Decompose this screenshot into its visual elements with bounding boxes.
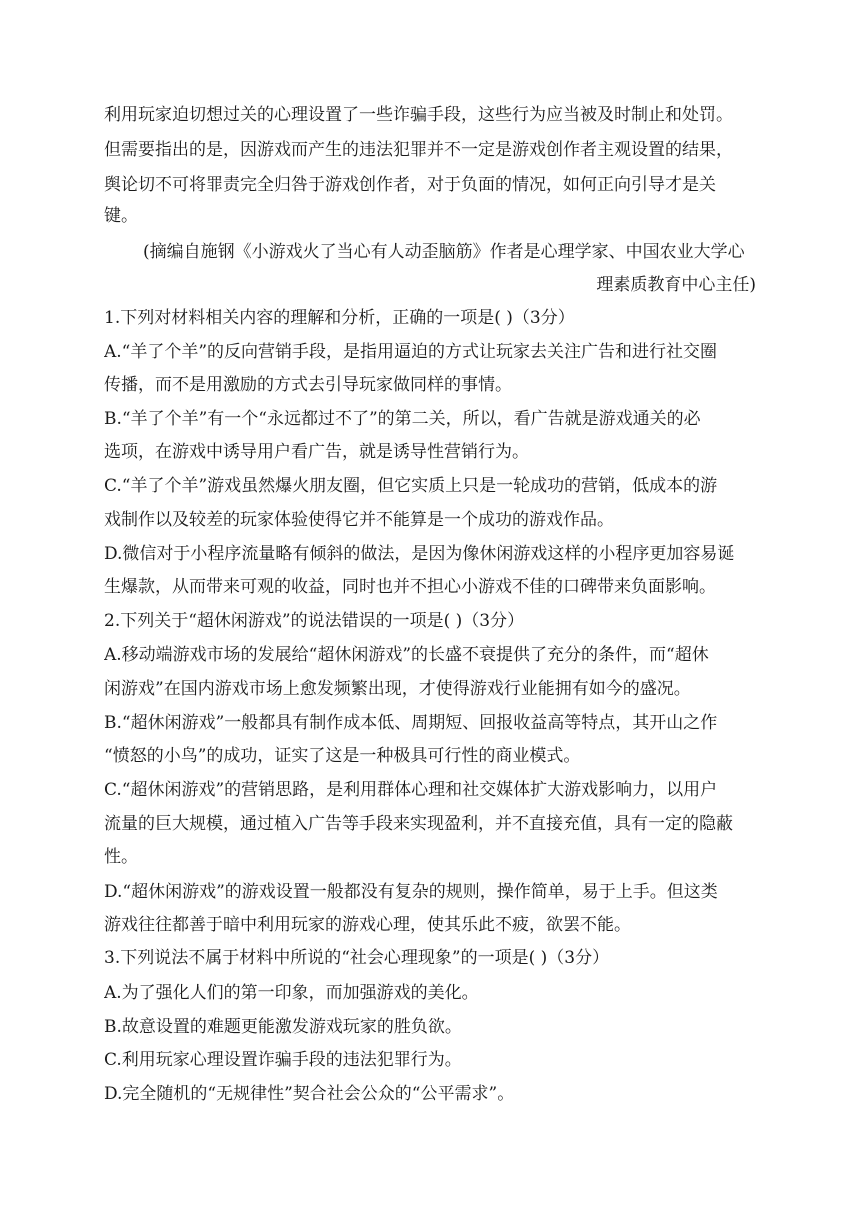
- question-1-option-c-cont: 戏制作以及较差的玩家体验使得它并不能算是一个成功的游戏作品。: [104, 510, 614, 530]
- question-3-stem: 3.下列说法不属于材料中所说的“社会心理现象”的一项是( )（3分）: [104, 948, 610, 968]
- question-1-option-a: A.“羊了个羊”的反向营销手段，是指用逼迫的方式让玩家去关注广告和进行社交圈: [104, 342, 718, 362]
- question-2-option-c-cont: 流量的巨大规模，通过植入广告等手段来实现盈利，并不直接充值，具有一定的隐蔽: [104, 814, 733, 834]
- question-2-option-c: C.“超休闲游戏”的营销思路，是利用群体心理和社交媒体扩大游戏影响力，以用户: [104, 780, 718, 800]
- question-1-option-b-cont: 选项，在游戏中诱导用户看广告，就是诱导性营销行为。: [104, 442, 529, 462]
- question-1-option-a-cont: 传播，而不是用激励的方式去引导玩家做同样的事情。: [104, 375, 512, 395]
- question-3-option-c: C.利用玩家心理设置诈骗手段的违法犯罪行为。: [104, 1050, 462, 1070]
- question-2-option-a-cont: 闲游戏”在国内游戏市场上愈发频繁出现，才使得游戏行业能拥有如今的盛况。: [104, 679, 691, 699]
- passage-line: 但需要指出的是，因游戏而产生的违法犯罪并不一定是游戏创作者主观设置的结果，: [104, 140, 733, 160]
- passage-line: 键。: [104, 206, 138, 226]
- source-citation: (摘编自施钢《小游戏火了当心有人动歪脑筋》作者是心理学家、中国农业大学心: [143, 242, 745, 262]
- source-citation-continued: 理素质教育中心主任): [596, 275, 756, 295]
- question-3-option-d: D.完全随机的“无规律性”契合社会公众的“公平需求”。: [104, 1084, 515, 1104]
- question-1-stem: 1.下列对材料相关内容的理解和分析，正确的一项是( )（3分）: [104, 308, 575, 328]
- question-2-option-a: A.移动端游戏市场的发展给“超休闲游戏”的长盛不衰提供了充分的条件，而“超休: [104, 645, 709, 665]
- question-2-option-b: B.“超休闲游戏”一般都具有制作成本低、周期短、回报收益高等特点，其开山之作: [104, 713, 718, 733]
- question-3-option-a: A.为了强化人们的第一印象，而加强游戏的美化。: [104, 983, 479, 1003]
- question-2-option-d: D.“超休闲游戏”的游戏设置一般都没有复杂的规则，操作简单，易于上手。但这类: [104, 882, 718, 902]
- question-1-option-d: D.微信对于小程序流量略有倾斜的做法，是因为像休闲游戏这样的小程序更加容易诞: [104, 544, 735, 564]
- question-2-option-c-cont: 性。: [104, 847, 138, 867]
- question-1-option-d-cont: 生爆款，从而带来可观的收益，同时也并不担心小游戏不佳的口碑带来负面影响。: [104, 577, 716, 597]
- question-1-option-b: B.“羊了个羊”有一个“永远都过不了”的第二关，所以，看广告就是游戏通关的必: [104, 409, 701, 429]
- question-3-option-b: B.故意设置的难题更能激发游戏玩家的胜负欲。: [104, 1017, 462, 1037]
- passage-line: 舆论切不可将罪责完全归咎于游戏创作者，对于负面的情况，如何正向引导才是关: [104, 175, 716, 195]
- question-1-option-c: C.“羊了个羊”游戏虽然爆火朋友圈，但它实质上只是一轮成功的营销，低成本的游: [104, 476, 718, 496]
- question-2-option-b-cont: “愤怒的小鸟”的成功，证实了这是一种极具可行性的商业模式。: [104, 746, 581, 766]
- question-2-option-d-cont: 游戏往往都善于暗中利用玩家的游戏心理，使其乐此不疲，欲罢不能。: [104, 915, 631, 935]
- question-2-stem: 2.下列关于“超休闲游戏”的说法错误的一项是( )（3分）: [104, 611, 525, 631]
- passage-line: 利用玩家迫切想过关的心理设置了一些诈骗手段，这些行为应当被及时制止和处罚。: [104, 105, 733, 125]
